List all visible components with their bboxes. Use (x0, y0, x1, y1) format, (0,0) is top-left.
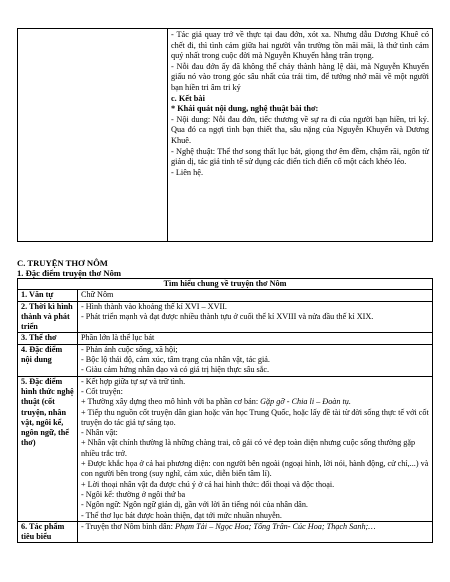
value-line: - Bộc lộ thái độ, cảm xúc, tâm trạng của nhân vật, tác giả. (81, 355, 270, 365)
row-value (78, 333, 433, 344)
table-row (18, 344, 433, 376)
works-prefix: - Truyện thơ Nôm bình dân: (81, 521, 175, 531)
body-paragraph: - Tác giả quay trở về thực tại đau đớn, xót xa. Nhưng dẫu Dương Khuê có chết đi, thì tình cảm giữa hai người vẫn trường tồn mãi mãi, là thứ tình cảm quý nhất trong cuộc đời mà Nguyễn Khuyến hằng trân trọng. (171, 30, 429, 61)
table-row (18, 521, 433, 543)
art-summary: - Nghệ thuật: Thể thơ song thất lục bát, giọng thơ êm đềm, chậm rãi, ngôn từ giản dị, tác giả tinh tế sử dụng các điển tích điển cố một cách khéo léo. (171, 146, 429, 167)
value-line (81, 397, 429, 407)
value-line: - Kết hợp giữa tự sự và trữ tình. (81, 376, 186, 386)
value-line: - Ngôn ngữ: Ngôn ngữ giản dị, gần với lời ăn tiếng nói của nhân dân. (81, 500, 308, 510)
value-line (81, 522, 429, 532)
empty-left-cell (18, 29, 168, 242)
works-titles: Phạm Tải – Ngọc Hoa; Tống Trân- Cúc Hoa; Thạch Sanh;… (174, 521, 376, 531)
row-value (78, 344, 433, 376)
value-line: - Nhân vật: (81, 428, 118, 438)
row-label: 5. Đặc điểm hình thức nghệ thuật (cốt truyện, nhân vật, ngôi kể, ngôn ngữ, thể thơ) (18, 376, 78, 521)
row-value (78, 521, 433, 543)
value-line: - Phát triển mạnh và đạt được nhiều thành tựu ở cuối thế kỉ XVIII và nửa đầu thế kỉ XIX. (81, 311, 374, 321)
relation-note: - Liên hệ. (171, 167, 204, 177)
row-value (78, 290, 433, 301)
value-line: - Cốt truyện: (81, 386, 123, 396)
value-line: + Tiếp thu nguồn cốt truyện dân gian hoặc văn học Trung Quốc, hoặc lấy đề tài từ đời sống thực tế với cốt truyện do tác giả tự sáng tạo. (81, 407, 429, 427)
summary-heading: * Khái quát nội dung, nghệ thuật bài thơ: (171, 104, 319, 114)
value-line: - Ngôi kể: thường ở ngôi thứ ba (81, 489, 186, 499)
plot-model-italic: Gặp gỡ - Chia li – Đoàn tụ. (260, 397, 351, 407)
row-label: 2. Thời kì hình thành và phát triển (18, 301, 78, 333)
table-row (18, 376, 433, 521)
value-line: - Hình thành vào khoảng thế kỉ XVI – XVII. (81, 301, 227, 311)
value-line: Phần lớn là thể lục bát (81, 333, 155, 343)
row-label: 1. Văn tự (18, 290, 78, 301)
row-label: 4. Đặc điểm nội dung (18, 344, 78, 376)
body-paragraph: - Nỗi đau đớn ấy đã không thể chảy thành hàng lệ dài, mà Nguyễn Khuyến giấu nó vào trong góc sâu nhất của trái tim, để tưởng nhớ mãi về một người bạn hiền tri âm tri kỷ (171, 61, 429, 92)
content-summary: - Nội dung: Nỗi đau đớn, tiếc thương về sự ra đi của người bạn hiền, tri kỷ. Qua đó ca ngợi tình bạn thiết tha, sâu nặng của Nguyễn Khuyến và Dương Khuê. (171, 114, 429, 145)
value-line: Chữ Nôm (81, 290, 114, 300)
overview-table (17, 278, 433, 543)
value-line: - Giàu cảm hứng nhân đạo và có giá trị hiện thực sâu sắc. (81, 365, 270, 375)
row-label: 6. Tác phẩm tiêu biểu (18, 521, 78, 543)
value-line: - Thể thơ lục bát được hoàn thiện, đạt tới mức nhuần nhuyễn. (81, 510, 282, 520)
value-line: + Nhân vật chính thường là những chàng trai, cô gái có vẻ đẹp toàn diện nhưng cuộc sống thường gặp nhiều trắc trở. (81, 438, 416, 458)
value-line: - Phản ánh cuộc sống, xã hội; (81, 344, 178, 354)
table-header: Tìm hiểu chung về truyện thơ Nôm (18, 279, 433, 290)
continuation-table (17, 28, 433, 242)
section-title: C. TRUYỆN THƠ NÔM (17, 258, 108, 268)
table-row (18, 290, 433, 301)
row-label: 3. Thể thơ (18, 333, 78, 344)
subsection-title: 1. Đặc điểm truyện thơ Nôm (17, 268, 122, 278)
plot-model-text: + Thường xây dựng theo mô hình với ba phần cơ bản: (81, 397, 261, 407)
ket-bai-heading: c. Kết bài (171, 93, 205, 103)
value-line: + Lời thoại nhân vật đa được chú ý ở cả hai hình thức: đối thoại và độc thoại. (81, 479, 335, 489)
table-row (18, 301, 433, 333)
table-row (18, 333, 433, 344)
essay-conclusion-cell (168, 29, 433, 242)
row-value (78, 376, 433, 521)
value-line: + Được khắc họa ở cả hai phương diện: con người bên ngoài (ngoại hình, lời nói, hành động, cử chỉ,...) và con người bên trong (suy nghĩ, cảm xúc, diễn biến tâm lí). (81, 459, 429, 479)
row-value (78, 301, 433, 333)
